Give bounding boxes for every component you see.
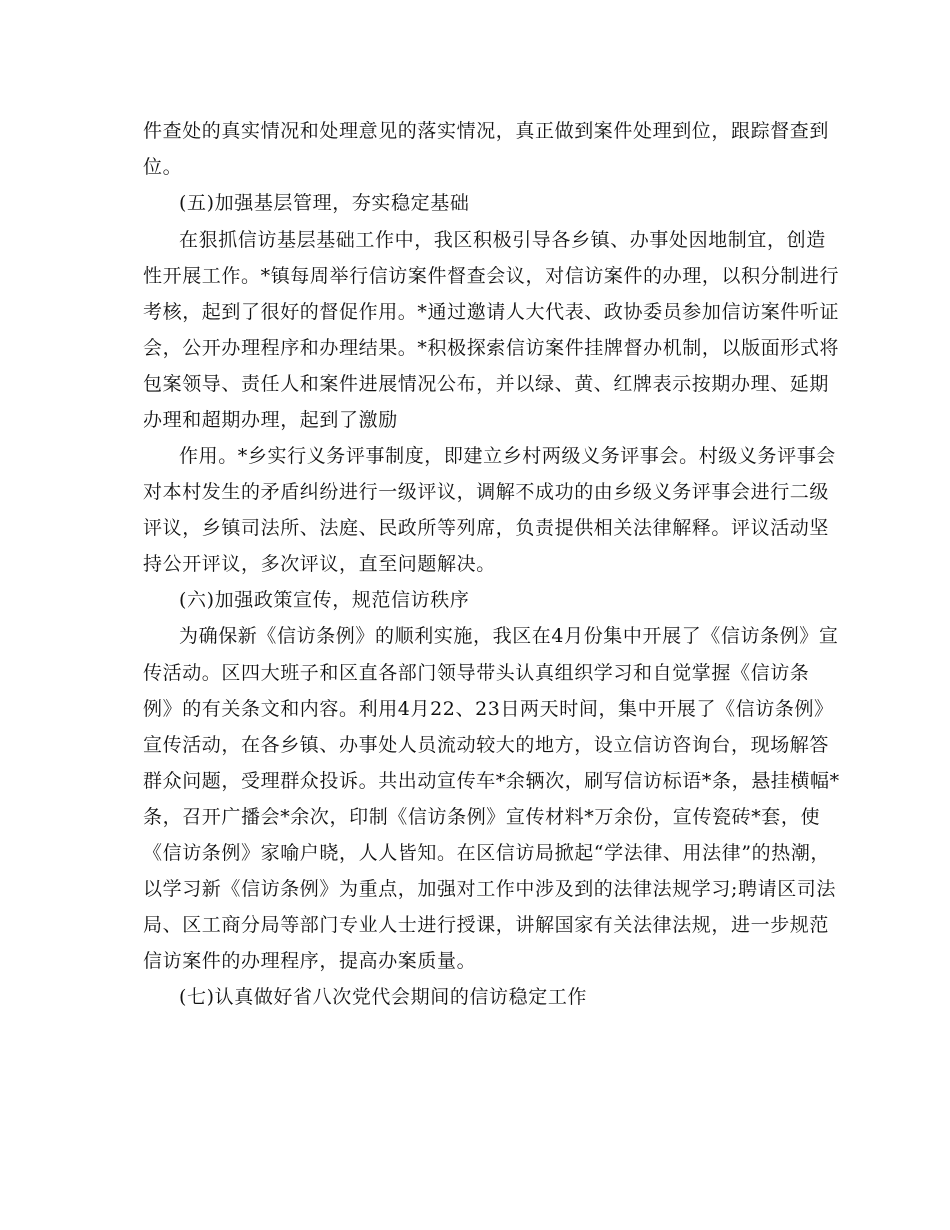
text-line: 会，公开办理程序和办理结果。*积极探索信访案件挂牌督办机制，以版面形式将 [143,337,840,359]
text-line: 在狠抓信访基层基础工作中，我区积极引导各乡镇、办事处因地制宜，创造 [179,229,826,251]
text-line: 考核，起到了很好的督促作用。*通过邀请人大代表、政协委员参加信访案件听证 [143,301,840,323]
text-line: 以学习新《信访条例》为重点，加强对工作中涉及到的法律法规学习;聘请区司法 [143,878,837,900]
text-line: 为确保新《信访条例》的顺利实施，我区在4月份集中开展了《信访条例》宣 [179,625,839,647]
text-line: 群众问题，受理群众投诉。共出动宣传车*余辆次，刷写信访标语*条，悬挂横幅* [143,770,840,792]
text-line: 信访案件的办理程序，提高办案质量。 [143,950,477,972]
text-line: 办理和超期办理，起到了激励 [143,409,398,431]
text-line: 件查处的真实情况和处理意见的落实情况，真正做到案件处理到位，跟踪督查到 [143,120,830,142]
text-line: 对本村发生的矛盾纠纷进行一级评议，调解不成功的由乡级义务评事会进行二级 [143,481,830,503]
section-heading: (七)认真做好省八次党代会期间的信访稳定工作 [179,986,588,1008]
text-line: 评议，乡镇司法所、法庭、民政所等列席，负责提供相关法律解释。评议活动坚 [143,517,830,539]
text-line: 宣传活动，在各乡镇、办事处人员流动较大的地方，设立信访咨询台，现场解答 [143,734,830,756]
text-line: 局、区工商分局等部门专业人士进行授课，讲解国家有关法律法规，进一步规范 [143,914,830,936]
text-line: 例》的有关条文和内容。利用4月22、23日两天时间，集中开展了《信访条例》 [143,698,834,720]
section-heading: (六)加强政策宣传，规范信访秩序 [179,589,470,611]
section-heading: (五)加强基层管理，夯实稳定基础 [179,192,470,214]
text-line: 位。 [143,156,183,178]
text-line: 性开展工作。*镇每周举行信访案件督查会议，对信访案件的办理，以积分制进行 [143,265,840,287]
text-line: 条，召开广播会*余次，印制《信访条例》宣传材料*万余份，宣传瓷砖*套，使 [143,806,821,828]
text-line: 《信访条例》家喻户晓，人人皆知。在区信访局掀起“学法律、用法律”的热潮， [143,842,831,864]
text-line: 包案领导、责任人和案件进展情况公布，并以绿、黄、红牌表示按期办理、延期 [143,373,830,395]
text-line: 作用。*乡实行义务评事制度，即建立乡村两级义务评事会。村级义务评事会 [179,445,836,467]
text-line: 持公开评议，多次评议，直至问题解决。 [143,553,496,575]
text-line: 传活动。区四大班子和区直各部门领导带头认真组织学习和自觉掌握《信访条 [143,662,810,684]
